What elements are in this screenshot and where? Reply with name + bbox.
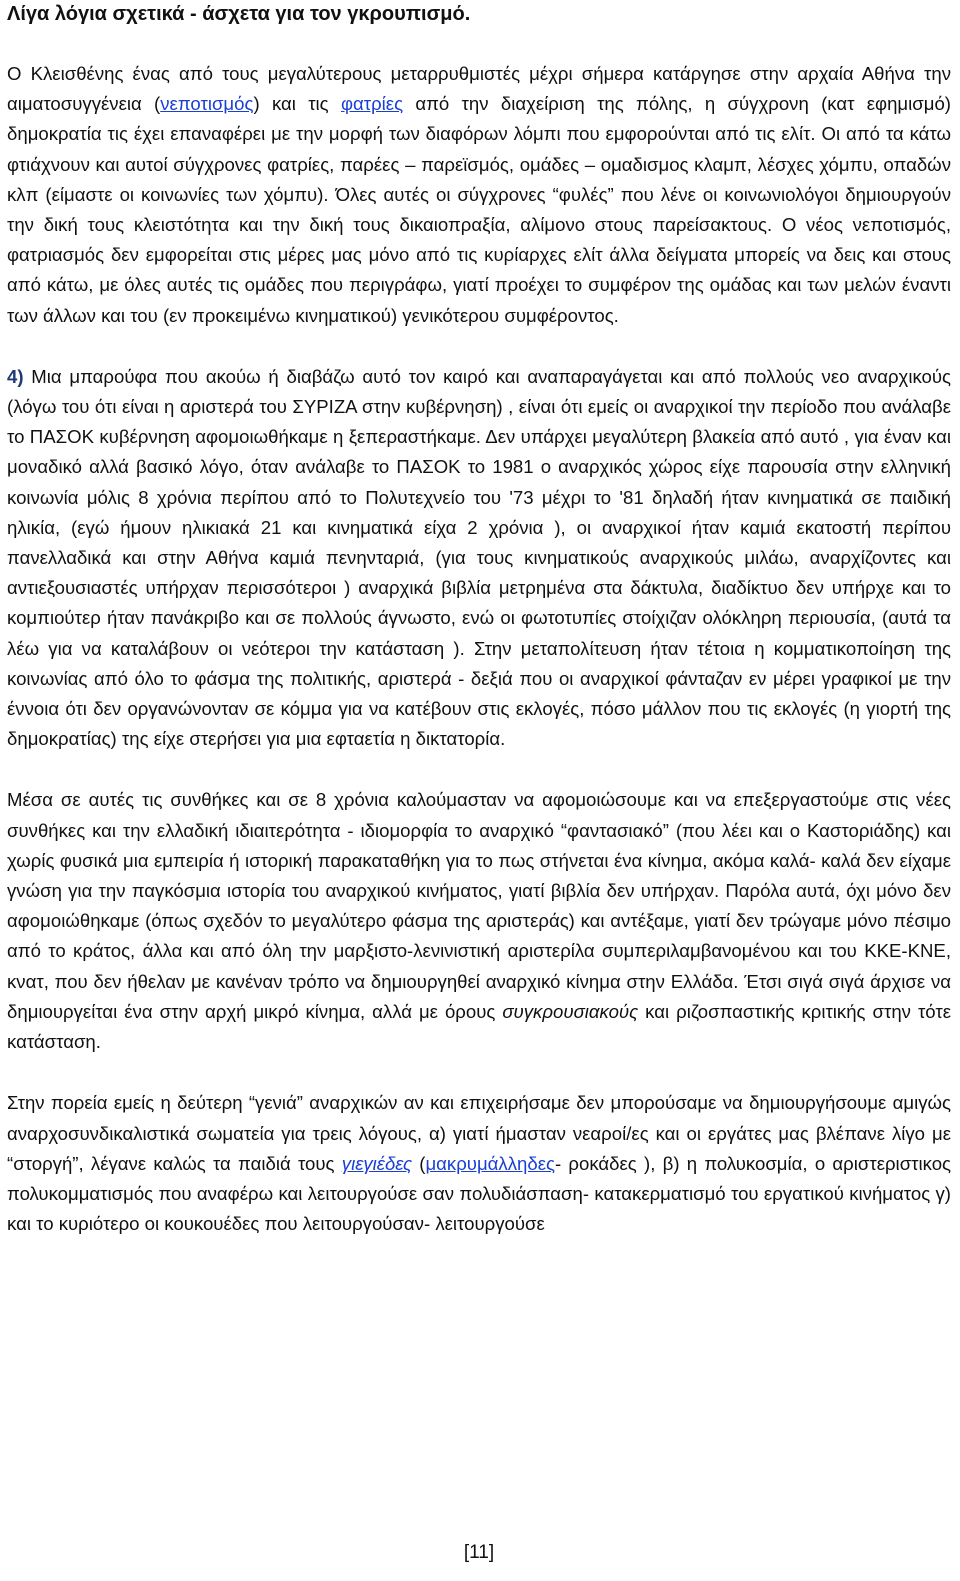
list-number: 4) <box>7 365 24 387</box>
paragraph-text: ( <box>412 1152 426 1174</box>
link-giegiedes[interactable]: γιεγιέδες <box>341 1152 413 1174</box>
link-makrymallides[interactable]: μακρυμάλληδες <box>425 1152 555 1174</box>
link-fatries[interactable]: φατρίες <box>340 93 404 115</box>
paragraph-kleisthenis <box>7 59 951 331</box>
paragraph-point-4 <box>7 362 951 755</box>
page-number: [11] <box>463 1542 495 1563</box>
italic-term: συγκρουσιακούς <box>502 1000 639 1022</box>
paragraph-text: ) και τις <box>253 93 341 115</box>
page-title: Λίγα λόγια σχετικά - άσχετα για τον γκρουπισμό. <box>7 3 471 25</box>
paragraph-text: Μια μπαρούφα που ακούω ή διαβάζω αυτό τον καιρό και αναπαραγάγεται και από πολλούς νεο αναρχικούς (λόγω του ότι είναι η αριστερά του ΣΥΡΙΖΑ στην κυβέρνηση) , είναι ότι εμείς οι αναρχικοί την περίοδο που ανάλαβε το ΠΑΣΟΚ κυβέρνηση αφομοιωθήκαμε η ξεπεραστήκαμε. Δεν υπάρχει μεγαλύτερη βλακεία από αυτό , για έναν και μοναδικό αλλά βασικό λόγο, όταν ανάλαβε το ΠΑΣΟΚ το 1981 ο αναρχικός χώρος είχε παρουσία στην ελληνική κοινωνία μόλις 8 χρόνια περίπου από το Πολυτεχνείο του '73 μέχρι το '81 δηλαδή ήταν κινηματικά σε παιδική ηλικία, (εγώ ήμουν ηλικιακά 21 και κινηματικά είχα 2 χρόνια ), οι αναρχικοί ήταν καμιά εκατοστή περίπου πανελλαδικά και στην Αθήνα καμιά πενηνταριά, (για τους κινηματικούς αναρχικούς μιλάω, αναρχίζοντες και αντιεξουσιαστές υπήρχαν περισσότεροι ) αναρχικά βιβλία μετρημένα στα δάκτυλα, διαδίκτυο δεν υπήρχε και το κομπιούτερ ήταν πανάκριβο και σε πολλούς άγνωστο, ενώ οι φωτοτυπίες στοίχιζαν ολόκληρη περιουσία, (αυτά τα λέω για να καταλάβουν οι νεότεροι την κατάσταση ). Στην μεταπολίτευση ήταν τέτοια η κομματικοποίηση της κοινωνίας από όλο το φάσμα της πολιτικής, αριστερά - δεξιά που οι αναρχικοί φάνταζαν εν μέρει γραφικοί με την έννοια ότι δεν οργανώνονταν σε κόμμα για να κατέβουν στις εκλογές, πόσο μάλλον που τις εκλογές (η γιορτή της δημοκρατίας) της είχε στερήσει για μια εφταετία η δικτατορία. <box>7 365 951 750</box>
paragraph-text: Μέσα σε αυτές τις συνθήκες και σε 8 χρόνια καλούμασταν να αφομοιώσουμε και να επεξεργαστούμε στις νέες συνθήκες και την ελλαδική ιδιαιτερότητα - ιδιομορφία το αναρχικό “φαντασιακό” (που λέει και ο Καστοριάδης) και χωρίς φυσικά μια εμπειρία ή ιστορική παρακαταθήκη για το πως στήνεται ένα κίνημα, ακόμα καλά- καλά δεν είχαμε γνώση για την παγκόσμια ιστορία του αναρχικού κινήματος, γιατί βιβλία δεν υπήρχαν. Παρόλα αυτά, όχι μόνο δεν αφομοιώθηκαμε (όπως σχεδόν το μεγαλύτερο φάσμα της αριστεράς) και αντέξαμε, γιατί δεν τρώγαμε μόνο πέσιμο από το κράτος, άλλα και από όλη την μαρξιστο-λενινιστική αριστερίλα συμπεριλαμβανομένου και του ΚΚΕ-ΚΝΕ, κνατ, που δεν ήθελαν με κανέναν τρόπο να δημιουργηθεί αναρχικό κίνημα στην Ελλάδα. Έτσι σιγά σιγά άρχισε να δημιουργείται ένα στην αρχή μικρό κίνημα, αλλά με όρους <box>7 789 951 1022</box>
paragraph-text: Στην πορεία εμείς η δεύτερη “γενιά” αναρχικών αν και επιχειρήσαμε δεν μπορούσαμε να δημιουργήσουμε αμιγώς αναρχοσυνδικαλιστικά σωματεία για τρεις λόγους, α) γιατί ήμασταν νεαροί/ες και οι εργάτες μας βλέπανε λίγο με “στοργή”, λέγανε καλώς τα παιδιά τους <box>7 1092 951 1174</box>
paragraph-text: και ριζοσπαστικής κριτικής στην τότε κατάσταση. <box>7 1000 952 1053</box>
link-nepotismos[interactable]: νεποτισμός <box>160 93 254 115</box>
paragraph-text: από την διαχείριση της πόλης, η σύγχρονη (κατ εφημισμό) δημοκρατία τις έχει επαναφέρει με την μορφή των διαφόρων λόμπι που εμφορούνται από τις ελίτ. Οι από τα κάτω φτιάχνουν και αυτοί σύγχρονες φατρίες, παρέες – παρεϊσμός, ομάδες – ομαδισμος κλαμπ, λέσχες χόμπυ, οπαδών κλπ (είμαστε οι κοινωνίες των χόμπυ). Όλες αυτές οι σύγχρονες “φυλές” που λένε οι κοινωνιολόγοι δημιουργούν την δική τους κλειστότητα και την δική τους δικαιοπραξία, αλίμονο στους παρείσακτους. Ο νέος νεποτισμός, φατριασμός δεν εμφορείται στις μέρες μας μόνο από τις κυρίαρχες ελίτ άλλα δείγματα μπορείς να δεις και στους από κάτω, με όλες αυτές τις ομάδες που περιγράφω, γιατί προέχει το συμφέρον της ομάδας και των μελών έναντι των άλλων και του (εν προκειμένω κινηματικού) γενικότερου συμφέροντος. <box>7 93 952 326</box>
paragraph-second-generation <box>7 1088 951 1239</box>
paragraph-text: Ο Κλεισθένης ένας από τους μεγαλύτερους μεταρρυθμιστές μέχρι σήμερα κατάργησε στην αρχαία Αθήνα την αιματοσυγγένεια ( <box>7 63 951 115</box>
paragraph-conditions <box>7 785 951 1057</box>
document-page <box>7 0 951 1581</box>
paragraph-text: - ροκάδες ), β) η πολυκοσμία, ο αριστεριστικος πολυκομματισμός που αναφέρω και λειτουργούσε σαν πολυδιάσπαση- κατακερματισμό του εργατικού κινήματος γ) και το κυριότερο οι κουκουέδες που λειτουργούσαν- λειτουργούσε <box>7 1152 952 1235</box>
